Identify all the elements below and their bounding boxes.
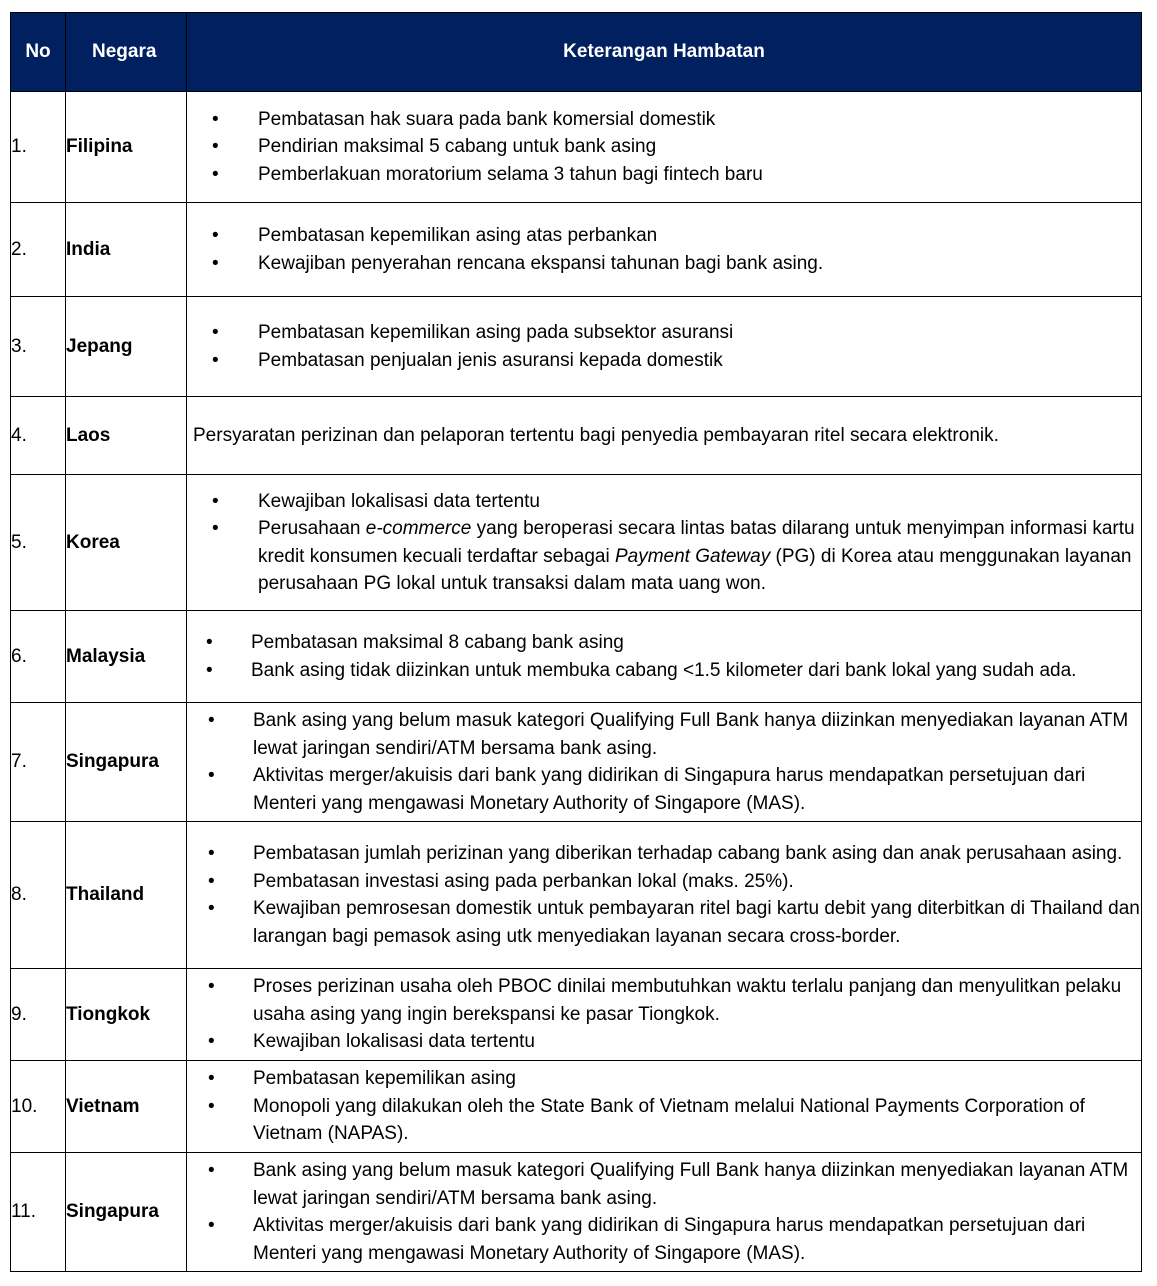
table-header: [11, 13, 1142, 92]
list-item: [187, 133, 1141, 161]
barrier-list: [187, 707, 1141, 817]
table-row: [11, 822, 1142, 969]
list-item-text: Aktivitas merger/akuisis dari bank yang didirikan di Singapura harus mendapatkan persetujuan dari Menteri yang mengawasi Monetary Authority of Singapore (MAS).: [253, 1215, 1086, 1264]
barrier-list: [187, 973, 1141, 1056]
country-name: Malaysia: [66, 611, 187, 703]
bullet-icon: •: [212, 163, 219, 185]
list-item-text: Bank asing yang belum masuk kategori Qualifying Full Bank hanya diizinkan menyediakan layanan ATM lewat jaringan sendiri/ATM bersama bank asing.: [253, 1160, 1129, 1209]
row-number: 8.: [11, 822, 66, 969]
list-item: [187, 629, 1141, 657]
bullet-icon: •: [212, 252, 219, 274]
list-item: [187, 1028, 1141, 1056]
bullet-icon: •: [206, 632, 213, 653]
bullet-icon: •: [208, 1160, 215, 1181]
bullet-icon: •: [212, 322, 219, 343]
table-row: [11, 297, 1142, 397]
row-number: 2.: [11, 203, 66, 297]
table-row: [11, 203, 1142, 297]
barrier-description: [187, 1153, 1142, 1272]
list-item: [187, 1093, 1141, 1148]
list-item-text: Bank asing tidak diizinkan untuk membuka cabang <1.5 kilometer dari bank lokal yang sudah ada.: [251, 659, 1077, 681]
barrier-list: [187, 629, 1141, 684]
bullet-icon: •: [208, 1031, 215, 1053]
list-item-text: Pembatasan penjualan jenis asuransi kepada domestik: [258, 349, 723, 371]
row-number: 3.: [11, 297, 66, 397]
barrier-description: [187, 969, 1142, 1061]
list-item-text: Monopoli yang dilakukan oleh the State Bank of Vietnam melalui National Payments Corporation of Vietnam (NAPAS).: [253, 1095, 1085, 1145]
table-row: [11, 1061, 1142, 1153]
list-item-text-part: (PG) di Korea atau menggunakan layanan perusahaan PG lokal untuk transaksi dalam mata uang won.: [258, 545, 1132, 594]
list-item: [187, 222, 1141, 250]
row-number: 11.: [11, 1153, 66, 1272]
row-number: 6.: [11, 611, 66, 703]
list-item: [187, 1065, 1141, 1093]
barrier-description: [187, 822, 1142, 969]
list-item-text: Kewajiban pemrosesan domestik untuk pembayaran ritel bagi kartu debit yang diterbitkan di Thailand dan larangan bagi pemasok asing utk menyediakan layanan secara cross-border.: [253, 898, 1140, 947]
list-item-text: Kewajiban lokalisasi data tertentu: [258, 490, 541, 512]
list-item-text: Pembatasan kepemilikan asing pada subsektor asuransi: [258, 322, 734, 343]
row-number: 5.: [11, 475, 66, 611]
country-name: Korea: [66, 475, 187, 611]
country-name: Singapura: [66, 1153, 187, 1272]
barrier-text: Persyaratan perizinan dan pelaporan tertentu bagi penyedia pembayaran ritel secara elektronik.: [193, 424, 999, 446]
barrier-description: [187, 397, 1142, 475]
list-item: [187, 1157, 1141, 1212]
list-item-text: Pembatasan investasi asing pada perbankan lokal (maks. 25%).: [253, 870, 794, 892]
barrier-description: [187, 297, 1142, 397]
list-item-text-italic: Payment Gateway: [614, 545, 771, 567]
list-item-text-italic: e-commerce: [365, 518, 472, 539]
list-item: [187, 895, 1141, 950]
list-item-text: Pembatasan kepemilikan asing atas perbankan: [258, 225, 658, 246]
header-country: Negara: [66, 13, 187, 92]
bullet-icon: •: [212, 490, 219, 512]
table-row: [11, 611, 1142, 703]
country-name: Vietnam: [66, 1061, 187, 1153]
list-item: [187, 488, 1141, 516]
list-item: [187, 973, 1141, 1028]
list-item: [187, 250, 1141, 278]
barrier-list: [187, 1157, 1141, 1267]
bullet-icon: •: [208, 898, 215, 919]
bullet-icon: •: [208, 1068, 215, 1090]
list-item: [187, 106, 1141, 134]
bullet-icon: •: [212, 518, 219, 539]
list-item: [187, 762, 1141, 817]
table-row: [11, 475, 1142, 611]
document: [10, 12, 1141, 1272]
barrier-list: [187, 222, 1141, 277]
list-item-text: Kewajiban penyerahan rencana ekspansi tahunan bagi bank asing.: [258, 252, 824, 274]
barrier-list: [187, 106, 1141, 189]
bullet-icon: •: [208, 1215, 215, 1236]
list-item-text: Pembatasan maksimal 8 cabang bank asing: [251, 632, 624, 653]
list-item-text: Pembatasan kepemilikan asing: [253, 1068, 516, 1090]
barrier-description: [187, 1061, 1142, 1153]
list-item: [187, 707, 1141, 762]
header-description: Keterangan Hambatan: [187, 13, 1142, 92]
list-item: [187, 161, 1141, 189]
table-row: [11, 1153, 1142, 1272]
country-name: Singapura: [66, 703, 187, 822]
barrier-list: [187, 319, 1141, 374]
row-number: 7.: [11, 703, 66, 822]
list-item-text: Bank asing yang belum masuk kategori Qualifying Full Bank hanya diizinkan menyediakan layanan ATM lewat jaringan sendiri/ATM bersama bank asing.: [253, 710, 1129, 759]
list-item-text-part: Perusahaan: [258, 518, 366, 539]
table-row: [11, 92, 1142, 203]
bullet-icon: •: [208, 870, 215, 892]
country-name: Jepang: [66, 297, 187, 397]
bullet-icon: •: [208, 976, 215, 998]
table-row: [11, 969, 1142, 1061]
country-name: Tiongkok: [66, 969, 187, 1061]
row-number: 1.: [11, 92, 66, 203]
bullet-icon: •: [208, 710, 215, 731]
country-name: India: [66, 203, 187, 297]
table-body: [11, 92, 1142, 1272]
list-item-text: Proses perizinan usaha oleh PBOC dinilai membutuhkan waktu terlalu panjang dan menyulitkan pelaku usaha asing yang ingin berekspansi ke pasar Tiongkok.: [253, 976, 1122, 1025]
list-item-text: Pendirian maksimal 5 cabang untuk bank asing: [258, 136, 657, 158]
barrier-list: [187, 1065, 1141, 1148]
bullet-icon: •: [212, 225, 219, 246]
list-item: [187, 319, 1141, 347]
barriers-table: [10, 12, 1142, 1272]
table-row: [11, 703, 1142, 822]
bullet-icon: •: [212, 136, 219, 158]
header-no: No: [11, 13, 66, 92]
list-item-text: Pembatasan jumlah perizinan yang diberikan terhadap cabang bank asing dan anak perusahaan asing.: [253, 843, 1123, 864]
list-item: [187, 657, 1141, 685]
list-item: [187, 347, 1141, 375]
row-number: 10.: [11, 1061, 66, 1153]
bullet-icon: •: [212, 108, 219, 130]
list-item: [187, 868, 1141, 896]
country-name: Filipina: [66, 92, 187, 203]
list-item: [187, 515, 1141, 598]
list-item-text: Kewajiban lokalisasi data tertentu: [253, 1031, 536, 1053]
barrier-description: [187, 611, 1142, 703]
country-name: Laos: [66, 397, 187, 475]
barrier-list: [187, 488, 1141, 598]
bullet-icon: •: [208, 765, 215, 786]
bullet-icon: •: [212, 349, 219, 371]
row-number: 9.: [11, 969, 66, 1061]
barrier-description: [187, 703, 1142, 822]
barrier-description: [187, 92, 1142, 203]
list-item-text: Aktivitas merger/akuisis dari bank yang didirikan di Singapura harus mendapatkan persetujuan dari Menteri yang mengawasi Monetary Authority of Singapore (MAS).: [253, 765, 1086, 814]
barrier-description: [187, 475, 1142, 611]
list-item-text: Pemberlakuan moratorium selama 3 tahun bagi fintech baru: [258, 163, 763, 185]
list-item: [187, 840, 1141, 868]
bullet-icon: •: [206, 659, 213, 681]
list-item: [187, 1212, 1141, 1267]
row-number: 4.: [11, 397, 66, 475]
bullet-icon: •: [208, 1095, 215, 1117]
table-row: [11, 397, 1142, 475]
country-name: Thailand: [66, 822, 187, 969]
barrier-description: [187, 203, 1142, 297]
barrier-list: [187, 840, 1141, 950]
list-item-text-part: yang beroperasi secara lintas batas dilarang untuk menyimpan informasi kartu kredit konsumen kecuali terdaftar sebagai: [258, 518, 1135, 567]
bullet-icon: •: [208, 843, 215, 864]
list-item-text: Pembatasan hak suara pada bank komersial domestik: [258, 108, 716, 130]
